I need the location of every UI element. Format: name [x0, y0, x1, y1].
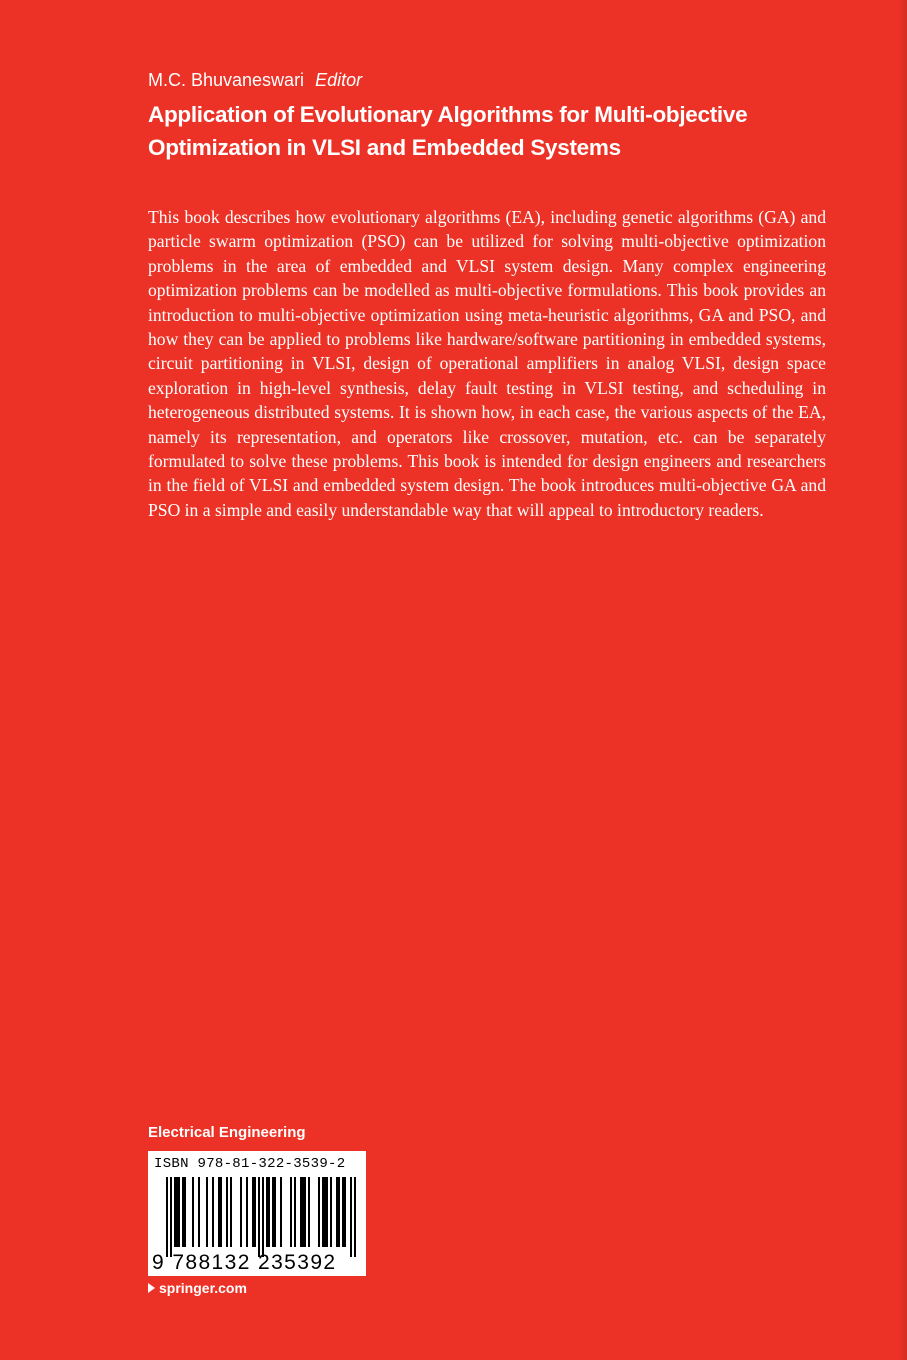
barcode-bar [336, 1177, 338, 1247]
barcode-bar [280, 1177, 282, 1247]
barcode-bar [170, 1177, 172, 1257]
barcode-bar [178, 1177, 180, 1247]
barcode-bar [240, 1177, 242, 1247]
barcode-bar [272, 1177, 274, 1247]
barcode-bar [300, 1177, 302, 1247]
barcode-bar [220, 1177, 222, 1247]
barcode-bar [304, 1177, 306, 1247]
barcode-bar [230, 1177, 232, 1247]
triangle-arrow-icon [148, 1283, 155, 1293]
barcode-bar [342, 1177, 344, 1247]
barcode-bar [252, 1177, 254, 1247]
editor-role: Editor [315, 70, 363, 90]
barcode-bar [268, 1177, 270, 1247]
barcode-bar [302, 1177, 304, 1247]
barcode-bar [266, 1177, 268, 1247]
barcode-bar [354, 1177, 356, 1257]
website-text: springer.com [159, 1280, 247, 1296]
publisher-website [148, 1280, 247, 1296]
barcode-bar [322, 1177, 324, 1247]
barcode-bar [294, 1177, 296, 1247]
barcode-bar [308, 1177, 310, 1247]
barcode-bar [184, 1177, 186, 1247]
barcode-bar [198, 1177, 200, 1247]
barcode-bar [192, 1177, 194, 1247]
barcode-bar [262, 1177, 264, 1257]
editor-name: M.C. Bhuvaneswari [148, 70, 305, 90]
book-title: Application of Evolutionary Algorithms for Multi-objective Optimization in VLSI and Embedded Systems [148, 102, 748, 160]
barcode-bar [290, 1177, 292, 1247]
isbn-barcode [148, 1151, 366, 1276]
barcode-bar [338, 1177, 340, 1247]
barcode-bar [274, 1177, 276, 1247]
barcode-bar [176, 1177, 178, 1247]
barcode-bar [344, 1177, 346, 1247]
barcode-bar [254, 1177, 256, 1247]
barcode-bar [258, 1177, 260, 1257]
barcode-bar [212, 1177, 214, 1247]
book-description: This book describes how evolutionary algorithms (EA), including genetic algorithms (GA) and particle swarm optimization (PSO) can be utilized for solving multi-objective optimization problems in the area of embedded and VLSI system design. Many complex engineering optimization problems can be modelled as multi-objective formulations. This book provides an introduction to multi-objective optimization using meta-heuristic algorithms, GA and PSO, and how they can be applied to problems like hardware/software partitioning in embedded systems, circuit partitioning in VLSI, design of operational amplifiers in analog VLSI, design space exploration in high-level synthesis, delay fault testing in VLSI testing, and scheduling in heterogeneous distributed systems. It is shown how, in each case, the various aspects of the EA, namely its representation, and operators like crossover, mutation, etc. can be separately formulated to solve these problems. This book is intended for design engineers and researchers in the field of VLSI and embedded system design. The book introduces multi-objective GA and PSO in a simple and easily understandable way that will appeal to introductory readers. [148, 207, 826, 520]
ean-digits: 9 788132 235392 [152, 1251, 337, 1274]
subject-category: Electrical Engineering [148, 1124, 306, 1141]
editor-line [148, 70, 362, 91]
barcode-bar [226, 1177, 228, 1247]
barcode-bar [206, 1177, 208, 1247]
barcode-bar [218, 1177, 220, 1247]
cover-edge-shading [899, 0, 907, 1360]
barcode-bar [182, 1177, 184, 1247]
isbn-label: ISBN 978-81-322-3539-2 [154, 1156, 346, 1172]
barcode-bar [324, 1177, 326, 1247]
barcode-bar [326, 1177, 328, 1247]
barcode-bar [174, 1177, 176, 1247]
barcode-bar [318, 1177, 320, 1247]
barcode-bar [330, 1177, 332, 1247]
barcode-bar [166, 1177, 168, 1257]
barcode-bar [350, 1177, 352, 1257]
barcode-bar [246, 1177, 248, 1247]
